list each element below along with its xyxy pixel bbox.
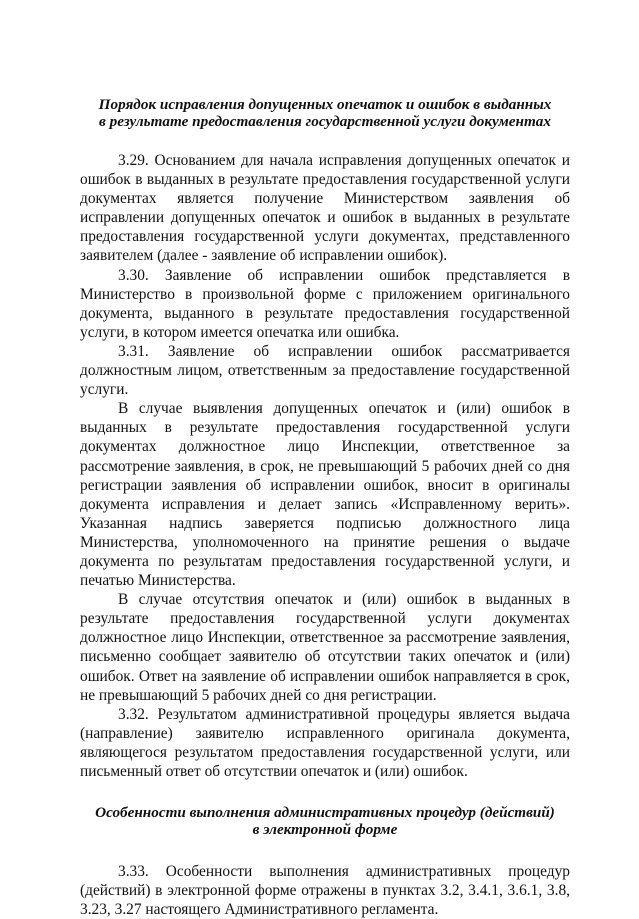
heading-line: Особенности выполнения административных процедур (действий) <box>95 804 555 822</box>
paragraph-3-33: 3.33. Особенности выполнения административных процедур (действий) в электронной форме отражены в пунктах 3.2, 3.4.1, 3.6.1, 3.8, 3.23, 3.27 настоящего Административного регламента. <box>80 863 570 919</box>
heading-line: в электронной форме <box>252 821 398 839</box>
paragraph-errors-found: В случае выявления допущенных опечаток и (или) ошибок в выданных в результате предоставления государственной услуги документах должностное лицо Инспекции, ответственное за рассмотрение заявления, в срок, не превышающий 5 рабочих дней со дня регистрации заявления об исправлении ошибок, вносит в оригиналы документа исправления и делает запись «Исправленному верить». Указанная надпись заверяется подписью должностного лица Министерства, уполномоченного на принятие решения о выдаче документа по результатам предоставления государственной услуги, и печатью Министерства. <box>80 400 570 590</box>
paragraph-3-30: 3.30. Заявление об исправлении ошибок представляется в Министерство в произвольной форме с приложением оригинального документа, выданного в результате предоставления государственной услуги, в котором имеется опечатка или ошибка. <box>80 266 570 341</box>
paragraph-no-errors: В случае отсутствия опечаток и (или) ошибок в выданных в результате предоставления государственной услуги документах должностное лицо Инспекции, ответственное за рассмотрение заявления, письменно сообщает заявителю об отсутствии таких опечаток и (или) ошибок. Ответ на заявление об исправлении ошибок направляется в срок, не превышающий 5 рабочих дней со дня регистрации. <box>80 591 570 704</box>
paragraph-3-31: 3.31. Заявление об исправлении ошибок рассматривается должностным лицом, ответственным за предоставление государственной услуги. <box>80 342 570 399</box>
heading-line: Порядок исправления допущенных опечаток и ошибок в выданных <box>98 96 552 113</box>
section-body-corrections <box>80 151 570 781</box>
section-heading-electronic <box>80 804 570 838</box>
section-heading-corrections <box>80 96 570 130</box>
paragraph-3-32: 3.32. Результатом административной процедуры является выдача (направление) заявителю исправленного оригинала документа, являющегося результатом предоставления государственной услуги, или письменный ответ об отсутствии опечаток и (или) ошибок. <box>80 705 570 780</box>
document-page <box>80 96 570 919</box>
heading-line: в результате предоставления государственной услуги документах <box>99 113 551 130</box>
paragraph-3-29: 3.29. Основанием для начала исправления допущенных опечаток и ошибок в выданных в результате предоставления государственной услуги документах является получение Министерством заявления об исправлении допущенных опечаток и ошибок в выданных в результате предоставления государственной услуги документах, представленного заявителем (далее - заявление об исправлении ошибок). <box>80 152 570 265</box>
section-body-electronic <box>80 862 570 919</box>
